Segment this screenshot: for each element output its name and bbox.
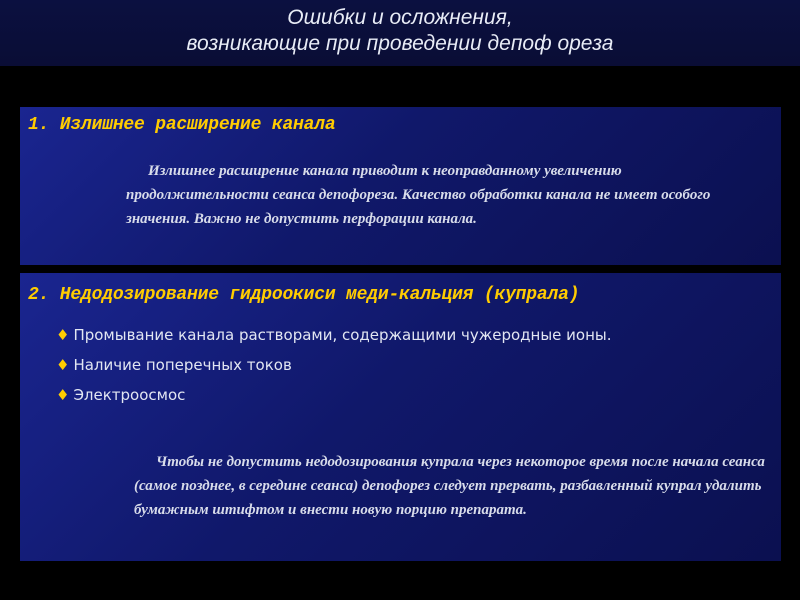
bullet-text: Электроосмос [73, 386, 186, 404]
slide-title-line-2: возникающие при проведении депоф ореза [186, 32, 614, 55]
slide-title-line-1: Ошибки и осложнения, [287, 6, 513, 29]
section-1-heading: 1. Излишнее расширение канала [28, 115, 336, 135]
bullet-text: Промывание канала растворами, содержащими чужеродные ионы. [73, 326, 612, 344]
diamond-bullet-icon: ♦ [56, 356, 70, 374]
section-1-paragraph: Излишнее расширение канала приводит к неоправданному увеличению продолжительности сеанса депофореза. Качество обработки канала не имеет особого значения. Важно не допустить перфорации канала. [126, 163, 711, 227]
diamond-bullet-icon: ♦ [56, 326, 70, 344]
slide-header [0, 0, 800, 66]
bullet-item [56, 380, 612, 410]
bullet-item [56, 350, 612, 380]
bullet-item [56, 320, 612, 350]
section-panel-2 [20, 273, 781, 561]
section-2-paragraph: Чтобы не допустить недодозирования купрала через некоторое время после начала сеанса (самое позднее, в середине сеанса) депофорез следует прервать, разбавленный купрал удалить бумажным штифтом и внести новую порцию препарата. [134, 454, 765, 518]
section-panel-1 [20, 107, 781, 265]
section-2-bullet-list [56, 320, 612, 410]
diamond-bullet-icon: ♦ [56, 386, 70, 404]
section-2-heading: 2. Недодозирование гидроокиси меди-кальция (купрала) [28, 285, 580, 305]
bullet-text: Наличие поперечных токов [73, 356, 292, 374]
